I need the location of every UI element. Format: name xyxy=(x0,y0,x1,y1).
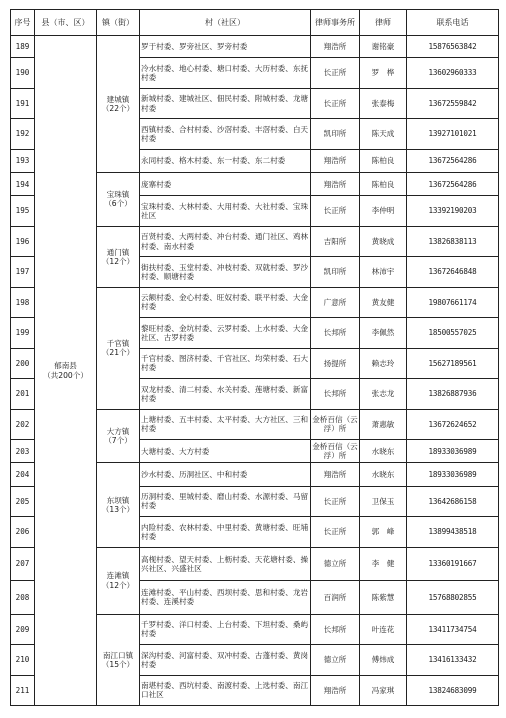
town-name: 宝珠镇 xyxy=(106,190,130,200)
phone-number: 13672564286 xyxy=(407,173,499,196)
phone-number: 19807661174 xyxy=(407,287,499,317)
phone-number: 13642686158 xyxy=(407,486,499,516)
town-name: 通门镇 xyxy=(106,247,130,257)
law-firm: 长正所 xyxy=(311,486,360,516)
phone-number: 13824683099 xyxy=(407,675,499,706)
village-list: 罗于村委、罗旁社区、罗旁村委 xyxy=(140,36,311,58)
town-count: （22个） xyxy=(101,104,135,114)
village-list: 深沟村委、河富村委、双冲村委、古蓬村委、黄岗村委 xyxy=(140,645,311,675)
law-firm: 翔浩所 xyxy=(311,675,360,706)
town-cell xyxy=(97,614,140,705)
row-number: 199 xyxy=(11,318,35,348)
village-list: 黎旺村委、金坑村委、云罗村委、上水村委、大金社区、古罗村委 xyxy=(140,318,311,348)
lawyer-name: 傅炜成 xyxy=(360,645,407,675)
law-firm: 翔浩所 xyxy=(311,173,360,196)
header-county: 县（市、区） xyxy=(35,10,97,36)
law-firm: 金桥百信（云浮）所 xyxy=(311,409,360,439)
law-firm: 长正所 xyxy=(311,88,360,118)
phone-number: 15876563842 xyxy=(407,36,499,58)
phone-number: 13826838113 xyxy=(407,226,499,256)
village-list: 历洞村委、里城村委、磨山村委、水源村委、马留村委 xyxy=(140,486,311,516)
phone-number: 13360191667 xyxy=(407,547,499,581)
phone-number: 13672559842 xyxy=(407,88,499,118)
lawyer-name: 李佩然 xyxy=(360,318,407,348)
row-number: 198 xyxy=(11,287,35,317)
row-number: 196 xyxy=(11,226,35,256)
law-firm: 百润所 xyxy=(311,581,360,615)
law-firm: 长正所 xyxy=(311,517,360,547)
village-list: 冷水村委、地心村委、塘口村委、大历村委、东抚村委 xyxy=(140,58,311,88)
law-firm: 凯印所 xyxy=(311,257,360,287)
village-list: 大塘村委、大方村委 xyxy=(140,440,311,463)
header-village: 村（社区） xyxy=(140,10,311,36)
row-number: 197 xyxy=(11,257,35,287)
law-firm: 扬提所 xyxy=(311,348,360,378)
phone-number: 13416133432 xyxy=(407,645,499,675)
row-number: 205 xyxy=(11,486,35,516)
town-count: （6个） xyxy=(104,199,132,209)
lawyer-name: 谢铭豪 xyxy=(360,36,407,58)
lawyer-name: 林沛宇 xyxy=(360,257,407,287)
town-cell xyxy=(97,409,140,463)
phone-number: 18500557025 xyxy=(407,318,499,348)
lawyer-name: 卫保玉 xyxy=(360,486,407,516)
town-cell xyxy=(97,287,140,409)
village-list: 高枧村委、望天村委、上枥村委、天花塘村委、操兴社区、兴盛社区 xyxy=(140,547,311,581)
lawyer-name: 罗 桦 xyxy=(360,58,407,88)
law-firm: 长邦所 xyxy=(311,614,360,644)
phone-number: 13672646848 xyxy=(407,257,499,287)
law-firm: 长正所 xyxy=(311,196,360,226)
row-number: 202 xyxy=(11,409,35,439)
village-list: 南堪村委、西坑村委、南渡村委、上选村委、南江口社区 xyxy=(140,675,311,706)
row-number: 208 xyxy=(11,581,35,615)
header-row xyxy=(11,10,499,36)
law-firm: 金桥百信（云浮）所 xyxy=(311,440,360,463)
row-number: 206 xyxy=(11,517,35,547)
lawyer-name: 水晓东 xyxy=(360,463,407,486)
row-number: 194 xyxy=(11,173,35,196)
village-list: 双龙村委、清二村委、水关村委、莲塘村委、新富村委 xyxy=(140,379,311,409)
village-list: 永同村委、格木村委、东一村委、东二村委 xyxy=(140,149,311,172)
lawyer-name: 水晓东 xyxy=(360,440,407,463)
town-cell xyxy=(97,547,140,614)
row-number: 200 xyxy=(11,348,35,378)
lawyer-name: 李仲明 xyxy=(360,196,407,226)
row-number: 209 xyxy=(11,614,35,644)
lawyer-name: 陈柏良 xyxy=(360,173,407,196)
phone-number: 13411734754 xyxy=(407,614,499,644)
header-town: 镇（街） xyxy=(97,10,140,36)
row-number: 189 xyxy=(11,36,35,58)
row-number: 191 xyxy=(11,88,35,118)
law-firm: 凯印所 xyxy=(311,119,360,149)
phone-number: 13927101021 xyxy=(407,119,499,149)
village-list: 宝珠村委、大林村委、大用村委、大社村委、宝珠社区 xyxy=(140,196,311,226)
phone-number: 15768802855 xyxy=(407,581,499,615)
town-cell xyxy=(97,173,140,227)
village-list: 庞寨村委 xyxy=(140,173,311,196)
law-firm: 广意所 xyxy=(311,287,360,317)
village-list: 上塘村委、五丰村委、太平村委、大方社区、三和村委 xyxy=(140,409,311,439)
phone-number: 13672564286 xyxy=(407,149,499,172)
town-cell xyxy=(97,226,140,287)
phone-number: 13392190203 xyxy=(407,196,499,226)
town-name: 千官镇 xyxy=(106,338,130,348)
town-count: （7个） xyxy=(104,435,132,445)
town-name: 建城镇 xyxy=(106,94,130,104)
village-list: 新城村委、建城社区、佃民村委、附城村委、龙塘村委 xyxy=(140,88,311,118)
law-firm: 翔浩所 xyxy=(311,149,360,172)
phone-number: 18933036989 xyxy=(407,440,499,463)
law-firm: 吉阳所 xyxy=(311,226,360,256)
lawyer-name: 冯家琪 xyxy=(360,675,407,706)
law-firm: 德立所 xyxy=(311,547,360,581)
row-number: 210 xyxy=(11,645,35,675)
phone-number: 18933036989 xyxy=(407,463,499,486)
row-number: 203 xyxy=(11,440,35,463)
village-list: 街扶村委、玉堂村委、冲枝村委、双就村委、罗沙村委、顺塘村委 xyxy=(140,257,311,287)
village-list: 千罗村委、洋口村委、上台村委、下坦村委、桑屿村委 xyxy=(140,614,311,644)
phone-number: 13899438518 xyxy=(407,517,499,547)
town-name: 大方镇 xyxy=(106,426,130,436)
lawyer-name: 黄友健 xyxy=(360,287,407,317)
law-firm: 德立所 xyxy=(311,645,360,675)
row-number: 207 xyxy=(11,547,35,581)
village-list: 西镇村委、合村村委、沙滘村委、丰滘村委、白天村委 xyxy=(140,119,311,149)
law-firm: 长邦所 xyxy=(311,318,360,348)
county-name: 郁南县 xyxy=(54,361,77,371)
lawyer-name: 赖志玲 xyxy=(360,348,407,378)
row-number: 201 xyxy=(11,379,35,409)
town-name: 连滩镇 xyxy=(106,571,130,581)
town-count: （21个） xyxy=(101,348,135,358)
phone-number: 13826887936 xyxy=(407,379,499,409)
village-list: 内险村委、农林村委、中里村委、黄塘村委、旺埔村委 xyxy=(140,517,311,547)
lawyer-name: 黄晓成 xyxy=(360,226,407,256)
row-number: 192 xyxy=(11,119,35,149)
lawyer-name: 叶连花 xyxy=(360,614,407,644)
lawyer-name: 李 健 xyxy=(360,547,407,581)
lawyer-name: 张志龙 xyxy=(360,379,407,409)
lawyer-assignment-table xyxy=(10,9,499,706)
row-number: 193 xyxy=(11,149,35,172)
town-name: 东坝镇 xyxy=(106,495,130,505)
phone-number: 13672624652 xyxy=(407,409,499,439)
row-number: 190 xyxy=(11,58,35,88)
law-firm: 长正所 xyxy=(311,58,360,88)
law-firm: 长邦所 xyxy=(311,379,360,409)
header-lawyer: 律师 xyxy=(360,10,407,36)
town-count: （12个） xyxy=(101,256,135,266)
header-no: 序号 xyxy=(11,10,35,36)
town-count: （13个） xyxy=(101,504,135,514)
law-firm: 翔浩所 xyxy=(311,463,360,486)
town-cell xyxy=(97,463,140,547)
village-list: 连滩村委、平山村委、西坝村委、思和村委、龙岩村委、连溪村委 xyxy=(140,581,311,615)
header-firm: 律师事务所 xyxy=(311,10,360,36)
town-count: （12个） xyxy=(101,580,135,590)
law-firm: 翔浩所 xyxy=(311,36,360,58)
header-phone: 联系电话 xyxy=(407,10,499,36)
town-name: 南江口镇 xyxy=(102,650,134,660)
lawyer-name: 郭 峰 xyxy=(360,517,407,547)
village-list: 沙水村委、历洞社区、中和村委 xyxy=(140,463,311,486)
phone-number: 13602960333 xyxy=(407,58,499,88)
row-number: 211 xyxy=(11,675,35,706)
lawyer-name: 陈紫慧 xyxy=(360,581,407,615)
table-row xyxy=(11,36,499,58)
row-number: 195 xyxy=(11,196,35,226)
lawyer-name: 陈柏良 xyxy=(360,149,407,172)
phone-number: 15627189561 xyxy=(407,348,499,378)
county-cell xyxy=(35,36,97,706)
lawyer-name: 萧惠敏 xyxy=(360,409,407,439)
lawyer-name: 陈天成 xyxy=(360,119,407,149)
county-count: （共200个） xyxy=(43,370,88,380)
town-cell xyxy=(97,36,140,173)
lawyer-name: 张泰梅 xyxy=(360,88,407,118)
village-list: 百贤村委、大两村委、冲台村委、通门社区、鸡林村委、南水村委 xyxy=(140,226,311,256)
row-number: 204 xyxy=(11,463,35,486)
town-count: （15个） xyxy=(101,659,135,669)
village-list: 云额村委、金心村委、旺奴村委、联平村委、大金村委 xyxy=(140,287,311,317)
village-list: 千官村委、图济村委、千官社区、均荣村委、石大村委 xyxy=(140,348,311,378)
